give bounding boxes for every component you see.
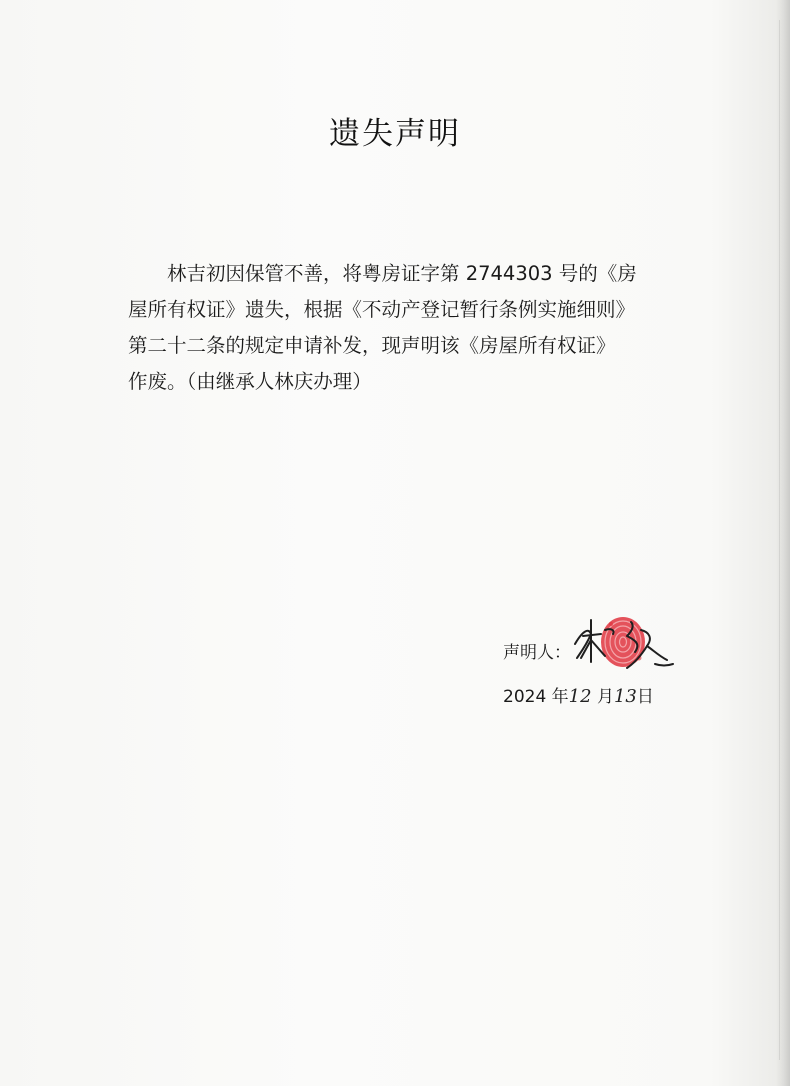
date-month: 12 <box>568 686 592 707</box>
paragraph-line-1: 林吉初因保管不善，将粤房证字第 2744303 号的《房 <box>167 262 637 285</box>
declarant-label: 声明人： <box>503 643 571 663</box>
date-year-unit: 年 <box>551 687 569 707</box>
signature-with-fingerprint <box>561 600 679 690</box>
date-month-unit: 月 <box>596 687 614 707</box>
paragraph-line-4: 作废。（由继承人林庆办理） <box>128 370 372 393</box>
date-day-unit: 日 <box>636 687 654 707</box>
signature-block <box>503 632 703 722</box>
paragraph-line-3: 第二十二条的规定申请补发，现声明该《房屋所有权证》 <box>128 334 616 357</box>
declaration-paragraph <box>128 256 648 400</box>
date-year: 2024 <box>503 687 547 707</box>
declaration-date <box>503 682 654 707</box>
document-title: 遗失声明 <box>329 116 461 152</box>
page-edge-line <box>779 20 780 1060</box>
date-day: 13 <box>613 686 637 707</box>
paragraph-line-2: 屋所有权证》遗失，根据《不动产登记暂行条例实施细则》 <box>128 298 636 321</box>
fingerprint-icon <box>601 617 645 667</box>
